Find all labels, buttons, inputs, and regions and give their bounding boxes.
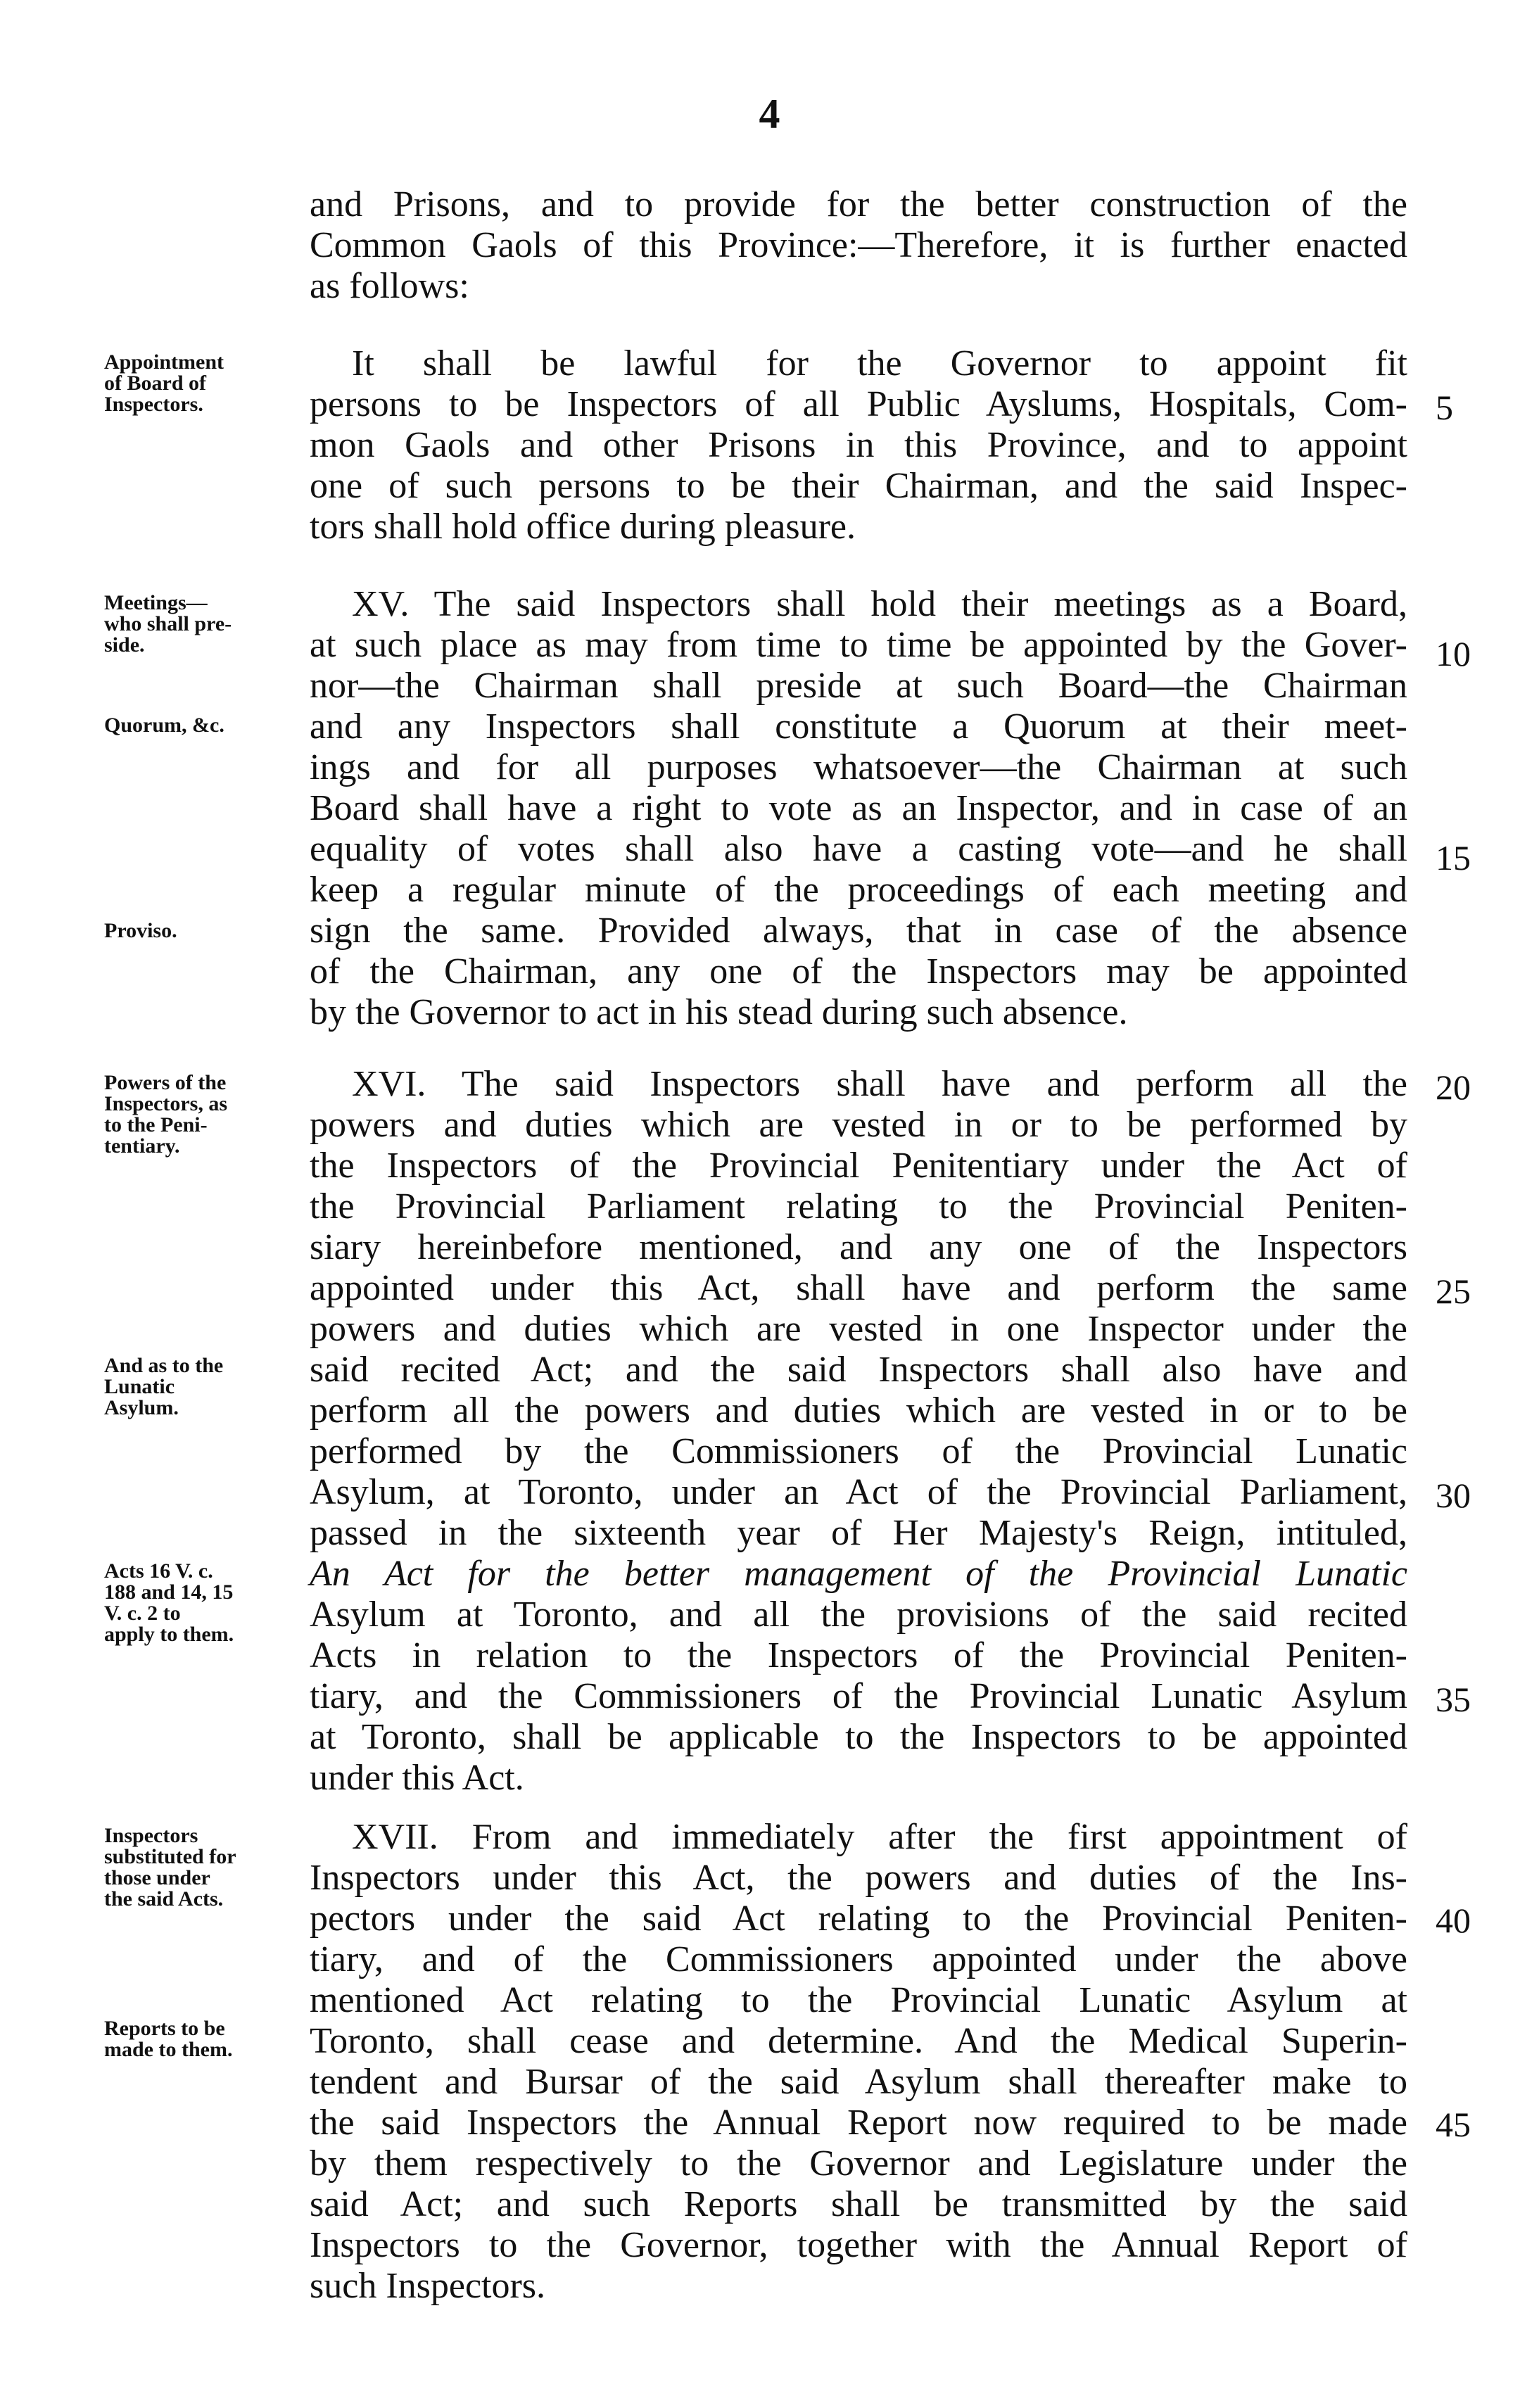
note-line: Proviso. xyxy=(104,919,177,942)
note-line: And as to the xyxy=(104,1354,224,1377)
text-line: An Act for the better management of the Provincial Lunatic xyxy=(310,1554,1407,1594)
note-line: Inspectors. xyxy=(104,393,203,416)
line-number: 40 xyxy=(1436,1901,1471,1940)
section-xvi-text xyxy=(310,1064,1407,1799)
text-line: tors shall hold office during pleasure. xyxy=(310,507,856,547)
margin-note-meetings xyxy=(104,593,294,656)
text-line: persons to be Inspectors of all Public Ayslums, Hospitals, Com- xyxy=(310,384,1407,424)
note-line: to the Peni- xyxy=(104,1113,208,1136)
margin-note-appointment xyxy=(104,352,294,415)
text-line: Inspectors under this Act, the powers and duties of the Ins- xyxy=(310,1858,1407,1898)
text-line: by the Governor to act in his stead during such absence. xyxy=(310,992,1128,1032)
text-line: XVI. The said Inspectors shall have and perform all the xyxy=(352,1064,1407,1104)
note-line: Appointment xyxy=(104,350,224,374)
note-line: Inspectors, as xyxy=(104,1092,228,1115)
text-line: XV. The said Inspectors shall hold their meetings as a Board, xyxy=(352,584,1407,624)
text-line: It shall be lawful for the Governor to appoint fit xyxy=(352,343,1407,384)
margin-note-powers xyxy=(104,1072,294,1157)
text-line: powers and duties which are vested in or to be performed by xyxy=(310,1105,1407,1145)
margin-note-acts xyxy=(104,1561,294,1645)
line-number: 15 xyxy=(1436,838,1471,877)
note-line: Quorum, &c. xyxy=(104,714,224,737)
margin-note-quorum xyxy=(104,715,294,736)
text-line: keep a regular minute of the proceedings of each meeting and xyxy=(310,870,1407,910)
text-line: such Inspectors. xyxy=(310,2266,546,2306)
note-line: side. xyxy=(104,633,145,657)
line-number: 35 xyxy=(1436,1680,1471,1719)
text-line: XVII. From and immediately after the first appointment of xyxy=(352,1817,1407,1857)
text-line: under this Act. xyxy=(310,1758,524,1798)
text-line: Inspectors to the Governor, together with the Annual Report of xyxy=(310,2225,1407,2265)
text-line: as follows: xyxy=(310,266,469,306)
text-line: mon Gaols and other Prisons in this Province, and to appoint xyxy=(310,425,1407,465)
text-line: Board shall have a right to vote as an Inspector, and in case of an xyxy=(310,788,1407,828)
text-line: Asylum, at Toronto, under an Act of the Provincial Parliament, xyxy=(310,1472,1407,1512)
line-number: 30 xyxy=(1436,1476,1471,1515)
note-line: apply to them. xyxy=(104,1623,234,1646)
note-line: made to them. xyxy=(104,2038,233,2061)
line-number: 20 xyxy=(1436,1067,1471,1107)
text-line: Acts in relation to the Inspectors of the Provincial Peniten- xyxy=(310,1635,1407,1675)
note-line: V. c. 2 to xyxy=(104,1602,181,1625)
note-line: those under xyxy=(104,1866,210,1889)
section-xvii-text xyxy=(310,1817,1407,2307)
text-line: said Act; and such Reports shall be transmitted by the said xyxy=(310,2184,1407,2224)
text-line: powers and duties which are vested in one Inspector under the xyxy=(310,1309,1407,1349)
text-line: Common Gaols of this Province:—Therefore, it is further enacted xyxy=(310,225,1407,265)
line-number: 25 xyxy=(1436,1272,1471,1311)
margin-note-proviso xyxy=(104,920,294,942)
text-line: and any Inspectors shall constitute a Quorum at their meet- xyxy=(310,706,1407,747)
note-line: Lunatic xyxy=(104,1375,175,1398)
note-line: Meetings— xyxy=(104,591,208,614)
text-line: mentioned Act relating to the Provincial Lunatic Asylum at xyxy=(310,1980,1407,2020)
text-line: sign the same. Provided always, that in case of the absence xyxy=(310,911,1407,951)
text-line: appointed under this Act, shall have and perform the same xyxy=(310,1268,1407,1308)
text-line: one of such persons to be their Chairman, and the said Inspec- xyxy=(310,466,1407,506)
text-line: the said Inspectors the Annual Report now required to be made xyxy=(310,2103,1407,2143)
note-line: the said Acts. xyxy=(104,1887,224,1910)
text-line: perform all the powers and duties which are vested in or to be xyxy=(310,1390,1407,1431)
text-line: the Provincial Parliament relating to the Provincial Peniten- xyxy=(310,1186,1407,1227)
note-line: Inspectors xyxy=(104,1824,198,1847)
text-line: by them respectively to the Governor and Legislature under the xyxy=(310,2143,1407,2184)
line-number: 45 xyxy=(1436,2105,1471,2144)
text-line: pectors under the said Act relating to the Provincial Peniten- xyxy=(310,1899,1407,1939)
note-line: Acts 16 V. c. xyxy=(104,1559,213,1583)
note-line: Asylum. xyxy=(104,1396,179,1419)
line-number: 10 xyxy=(1436,634,1471,673)
note-line: 188 and 14, 15 xyxy=(104,1580,234,1604)
text-line: Asylum at Toronto, and all the provisions of the said recited xyxy=(310,1595,1407,1635)
text-line: Toronto, shall cease and determine. And the Medical Superin- xyxy=(310,2021,1407,2061)
text-line: performed by the Commissioners of the Provincial Lunatic xyxy=(310,1431,1407,1471)
text-line: tiary, and the Commissioners of the Provincial Lunatic Asylum xyxy=(310,1676,1407,1716)
note-line: of Board of xyxy=(104,372,206,395)
margin-note-lunatic-asylum xyxy=(104,1355,294,1419)
margin-note-reports xyxy=(104,2018,294,2060)
line-number: 5 xyxy=(1436,388,1453,427)
text-line: the Inspectors of the Provincial Penitentiary under the Act of xyxy=(310,1146,1407,1186)
text-line: equality of votes shall also have a casting vote—and he shall xyxy=(310,829,1407,869)
note-line: Powers of the xyxy=(104,1071,227,1094)
text-line: ings and for all purposes whatsoever—the Chairman at such xyxy=(310,747,1407,787)
page-number: 4 xyxy=(759,91,780,137)
note-line: who shall pre- xyxy=(104,612,232,635)
text-line: at such place as may from time to time be appointed by the Gover- xyxy=(310,625,1407,665)
text-line: passed in the sixteenth year of Her Majesty's Reign, intituled, xyxy=(310,1513,1407,1553)
section-xv-text xyxy=(310,584,1407,1033)
text-line: of the Chairman, any one of the Inspectors may be appointed xyxy=(310,951,1407,991)
text-line: tiary, and of the Commissioners appointed under the above xyxy=(310,1939,1407,1979)
note-line: substituted for xyxy=(104,1845,236,1868)
text-line: siary hereinbefore mentioned, and any one of the Inspectors xyxy=(310,1227,1407,1267)
section-xiv-text xyxy=(310,343,1407,547)
text-line: at Toronto, shall be applicable to the Inspectors to be appointed xyxy=(310,1717,1407,1757)
text-line: nor—the Chairman shall preside at such Board—the Chairman xyxy=(310,666,1407,706)
note-line: Reports to be xyxy=(104,2017,225,2040)
note-line: tentiary. xyxy=(104,1134,180,1158)
text-line: and Prisons, and to provide for the better construction of the xyxy=(310,184,1407,224)
margin-note-inspectors-substituted xyxy=(104,1825,294,1910)
text-line: said recited Act; and the said Inspectors shall also have and xyxy=(310,1350,1407,1390)
preamble-text xyxy=(310,184,1407,307)
text-line: tendent and Bursar of the said Asylum shall thereafter make to xyxy=(310,2062,1407,2102)
